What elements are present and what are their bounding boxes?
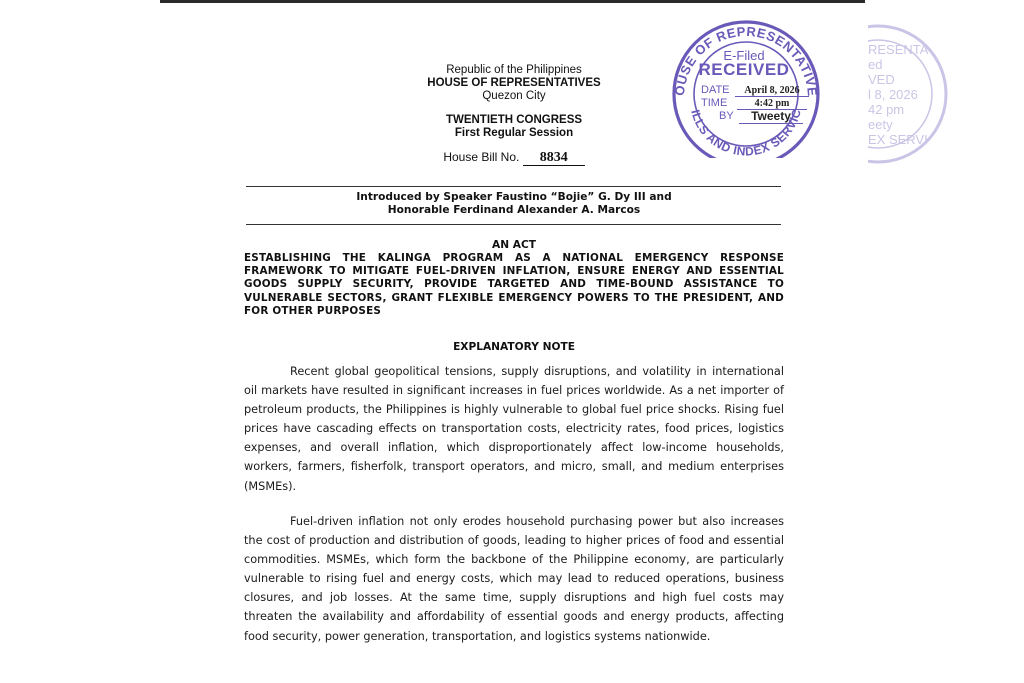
session-line: First Regular Session [454,127,574,139]
bill-number: 8834 [523,151,585,166]
explanatory-note-heading: EXPLANATORY NOTE [453,341,575,353]
stamp-by-value: Tweety [739,109,803,124]
stamp-date-label: DATE [701,84,730,96]
divider-top [246,186,781,187]
paragraph-1-text: Recent global geopolitical tensions, supply disruptions, and volatility in international oil markets have resulted in significant increases in fuel prices worldwide. As a net importer of petroleum products, the Philippines is highly vulnerable to global fuel price shocks. Rising fuel prices have cascading effects on transportation costs, electricity rates, food prices, logistics expenses, and overall inflation, which disproportionately affect low-income households, workers, farmers, fisherfolk, transport operators, and micro, small, and medium enterprises (MSMEs). [244,365,784,493]
paragraph-2 [244,512,784,646]
ghost-stamp-fragment: 42 pm [868,102,905,117]
ghost-stamp-fragment: VED [868,72,895,87]
ghost-stamp-fragment: ed [868,57,883,72]
act-heading: AN ACT [492,239,536,251]
stamp-date-value: April 8, 2026 [735,85,809,97]
stamp-time-label: TIME [701,97,728,109]
stamp-efiled: E-Filed [723,48,765,63]
divider-bottom [246,224,781,225]
republic-line: Republic of the Philippines [446,64,582,76]
received-stamp [651,18,837,158]
stamp-received: RECEIVED [698,60,790,79]
stamp-time-value: 4:42 pm [737,98,807,110]
paragraph-2-text: Fuel-driven inflation not only erodes household purchasing power but also increases the cost of production and distribution of goods, leading to higher prices of food and essential commodities. MSMEs, which form the backbone of the Philippine economy, are particularly vulnerable to rising fuel and energy costs, which may lead to reduced operations, business closures, and job losses. At the same time, supply disruptions and high fuel costs may threaten the availability and affordability of essential goods and energy products, affecting food security, power generation, transportation, and logistics systems nationwide. [244,515,784,643]
act-title: ESTABLISHING THE KALINGA PROGRAM AS A NATIONAL EMERGENCY RESPONSE FRAMEWORK TO MITIGATE FUEL-DRIVEN INFLATION, ENSURE ENERGY AND ESSENTIAL GOODS SUPPLY SECURITY, PROVIDE TARGETED AND TIME-BOUND ASSISTANCE TO VULNERABLE SECTORS, GRANT FLEXIBLE EMERGENCY POWERS TO THE PRESIDENT, AND FOR OTHER PURPOSES [244,252,784,317]
city-line: Quezon City [482,90,546,102]
introduced-line-2: Honorable Ferdinand Alexander A. Marcos [387,204,641,216]
ghost-stamp-fragment: EX SERVI [868,132,928,147]
ghost-stamp-fragment: l 8, 2026 [868,87,918,102]
introduced-line-1: Introduced by Speaker Faustino “Bojie” G. Dy III and [356,191,672,203]
stamp-by-label: BY [719,110,734,122]
ghost-stamp-fragment: RESENTA [868,42,929,57]
stamp-ring-top-text: OUSE OF REPRESENTATIVE [671,23,821,98]
stamp-ring-bottom-text: ILLS AND INDEX SERVIC [688,107,805,158]
paragraph-1 [244,362,784,496]
house-line: HOUSE OF REPRESENTATIVES [427,77,601,89]
congress-line: TWENTIETH CONGRESS [445,114,583,126]
bill-label: House Bill No. [443,150,520,164]
ghost-stamp-fragment: eety [868,117,893,132]
